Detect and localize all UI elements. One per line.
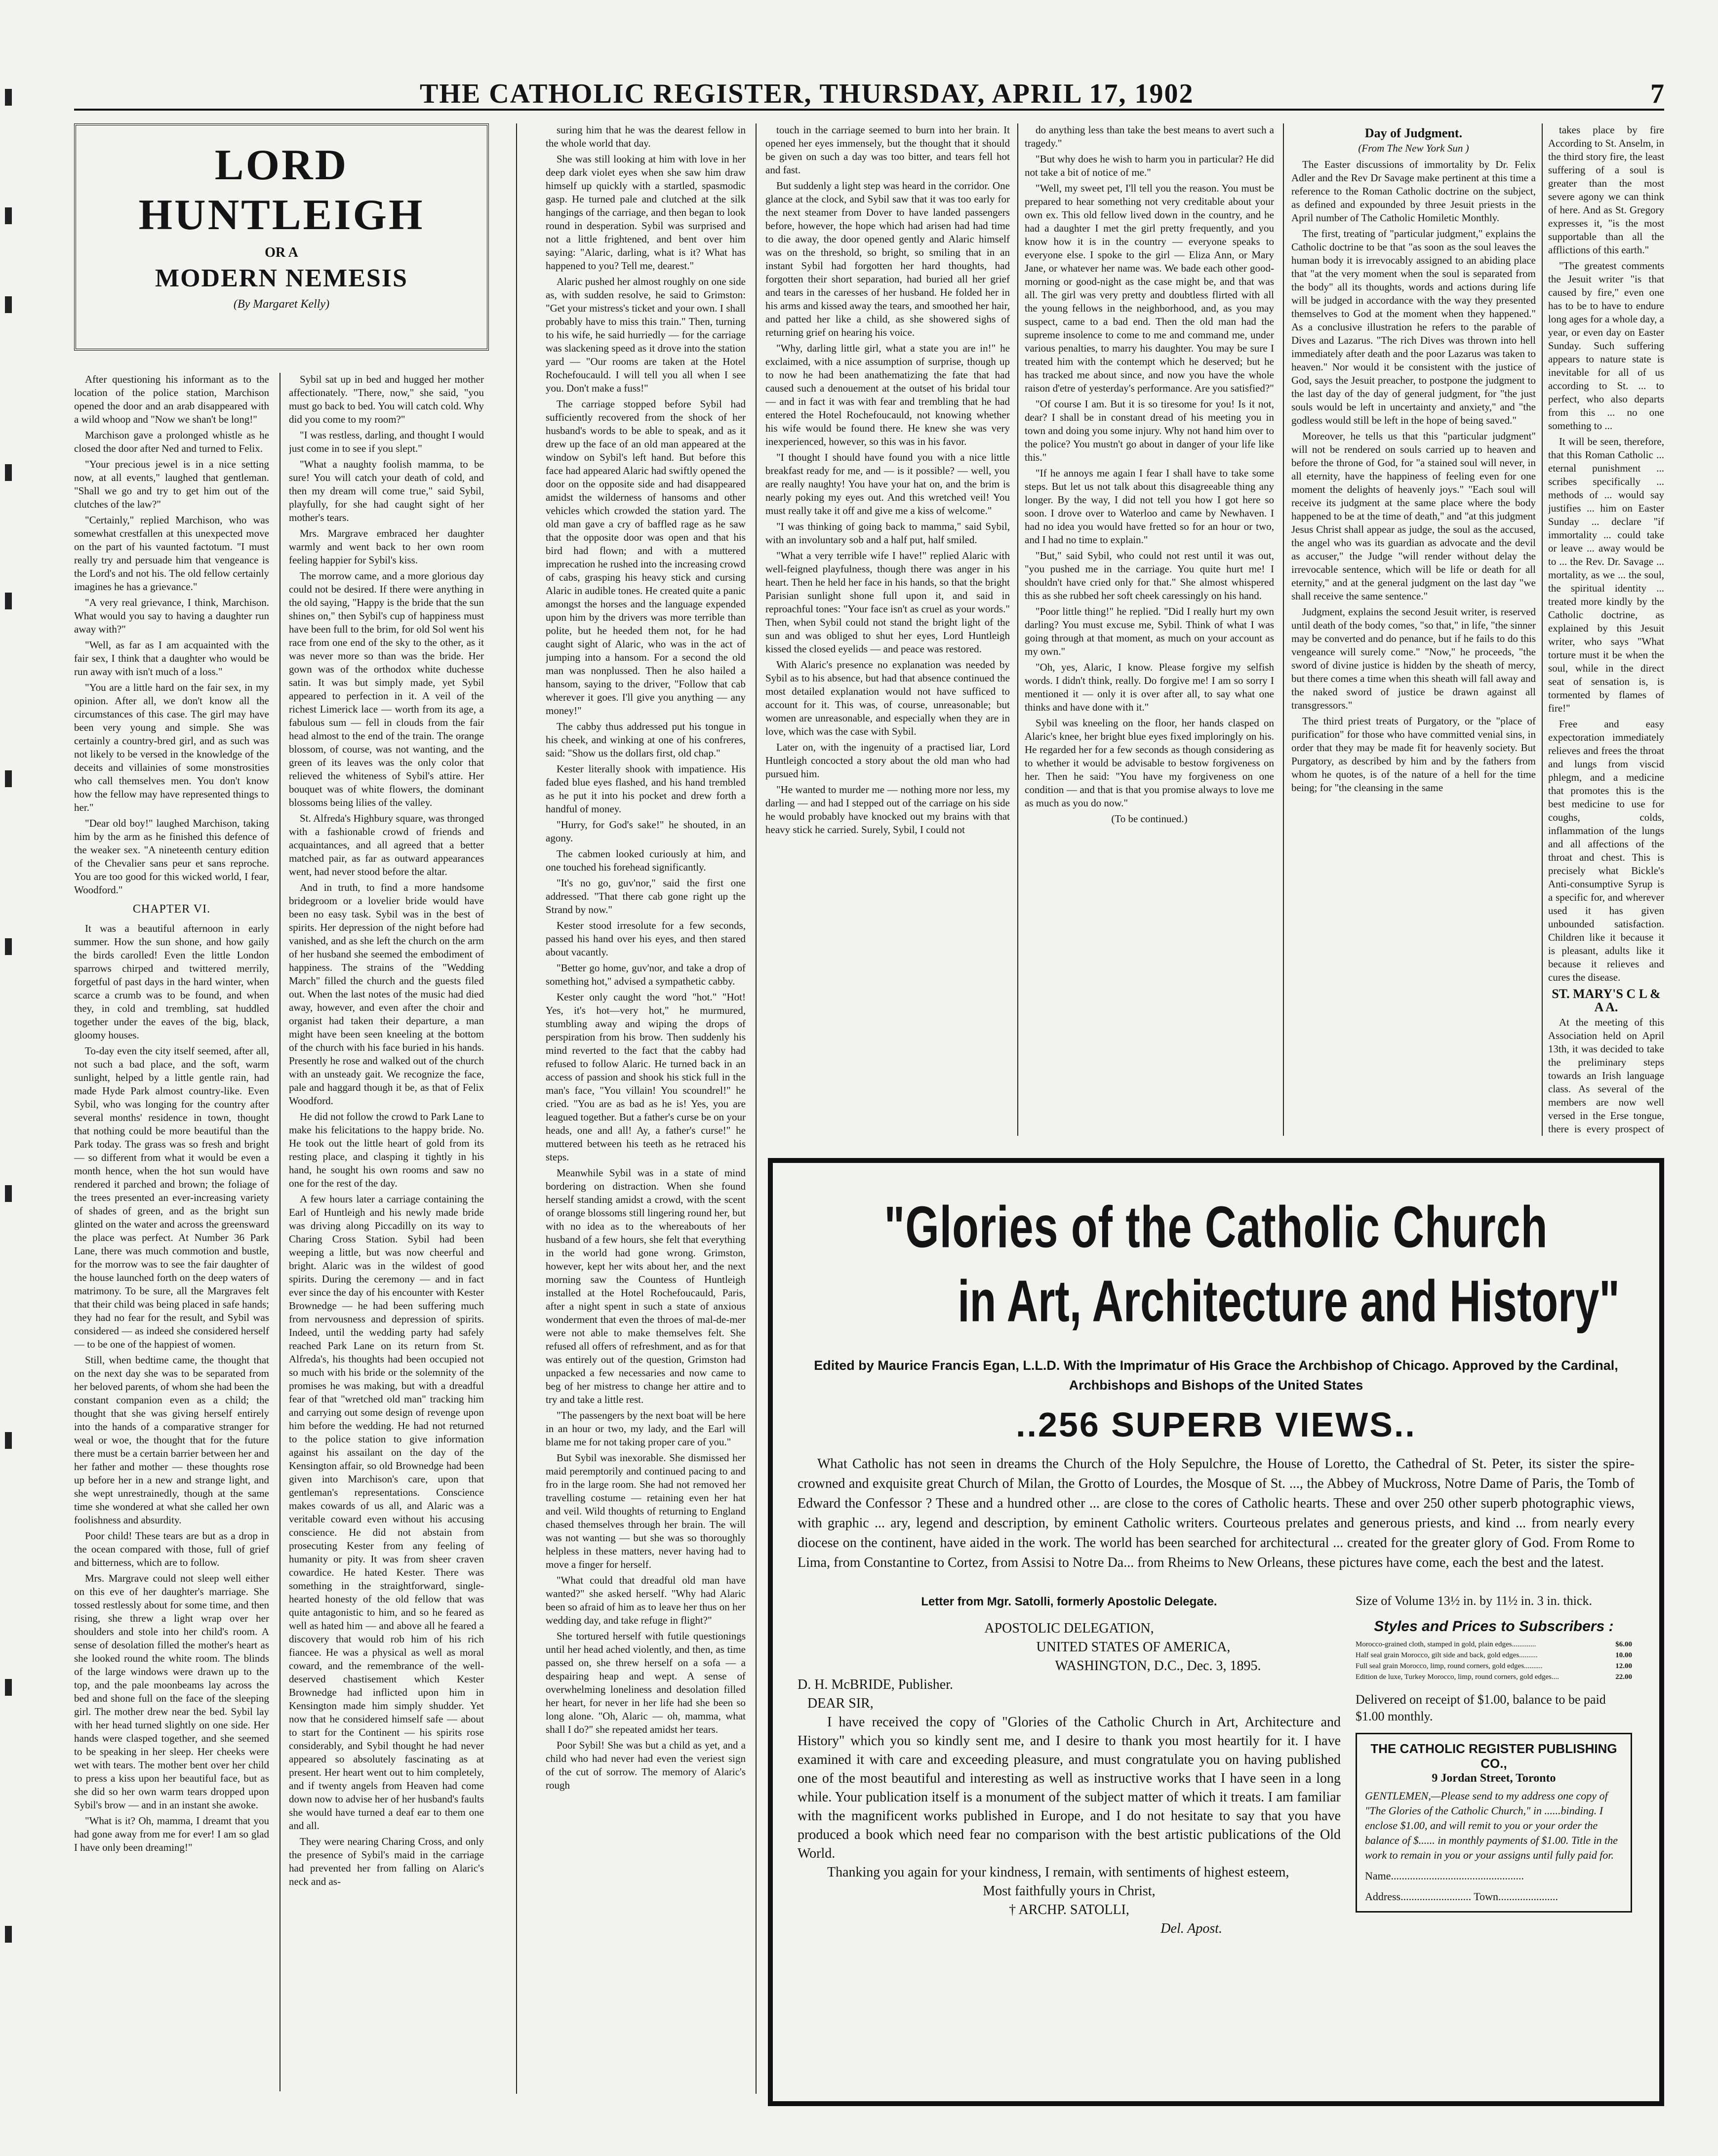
paragraph: But suddenly a light step was heard in the corridor. One glance at the clock, and Sybil saw that it was too early for the next steamer from Dover to have landed passengers before, however, the hope which had arisen had had time to die away, the door opened gently and Alaric himself was on the threshold, so bright, so smiling that in an instant Sybil had forgotten her hard thoughts, had forgotten their short separation, had buried all her grief and tears in the caresses of her husband. He folded her in his arms and kissed away the tears, and smoothed her hair, and patted her like a child, as she showered sighs of returning grief on hearing his voice. bbox=[765, 180, 1010, 338]
coupon-publisher: THE CATHOLIC REGISTER PUBLISHING CO., bbox=[1370, 1741, 1617, 1771]
paragraph: "I was restless, darling, and thought I would just come in to see if you slept." bbox=[289, 429, 484, 454]
paragraph: "Why, darling little girl, what a state you are in!" he exclaimed, with a nice assumption of surprise, though up to now he had been anathematizing the fate that had caused such a denouement at the outset of his bridal tour — and in fact it was with fear and trembling that he had entered the Hotel Rochefoucauld, not knowing whether his wife would be found there. He knew she was very inexperienced, however, so this was in his favor. bbox=[765, 342, 1010, 447]
paragraph: Sybil was kneeling on the floor, her hands clasped on Alaric's knee, her bright blue eyes fixed imploringly on his. He regarded her for a few seconds as though considering as to whether it would be advisable to bestow forgiveness on her. Then he said: "You have my forgiveness on one condition — and that is that you promise always to love me as much as you do now." bbox=[1025, 717, 1274, 809]
serial-title-box bbox=[74, 123, 489, 351]
style-price: $6.00 bbox=[1615, 1640, 1632, 1648]
ad-title-line-1: "Glories of the Catholic Church bbox=[884, 1194, 1548, 1260]
paragraph: "Oh, yes, Alaric, I know. Please forgive my selfish words. I didn't think, really. Do forgive me! I am so sorry I mentioned it — only it is over after all, to say what one thinks and have done with it." bbox=[1025, 661, 1274, 713]
paragraph: The Easter discussions of immortality by Dr. Felix Adler and the Rev Dr Savage make pertinent at this time a reference to the Roman Catholic doctrine on the subject, as defined and expounded by three Jesuit priests in the April number of The Catholic Homiletic Monthly. bbox=[1291, 159, 1536, 224]
paragraph: St. Alfreda's Highbury square, was thronged with a fashionable crowd of friends and acquaintances, and all agreed that a better matched pair, as far as outward appearances went, had never stood before the altar. bbox=[289, 812, 484, 878]
letter-place: UNITED STATES OF AMERICA, bbox=[1036, 1639, 1231, 1655]
paragraph: The first, treating of "particular judgment," explains the Catholic doctrine to be that "as soon as the soul leaves the human body it is irrevocably assigned to an abiding place that "at the very moment when the soul is separated from the body" all its thoughts, words and actions during life will be judged in accordance with the way they presented themselves to God at the moment when they happened." As a conclusive illustration he refers to the parable of Dives and Lazarus. "The rich Dives was thrown into hell immediately after death and the poor Lazarus was taken to heaven." Nor would it be consistent with the justice of God, says the Jesuit preacher, to postpone the judgment to the last day of the day of general judgment, for "the just souls would be left in uncertainty and anxiety," and "the godless would still be left in the hope of being saved." bbox=[1291, 228, 1536, 426]
price-row bbox=[1356, 1639, 1632, 1650]
paragraph: "I was thinking of going back to mamma," said Sybil, with an involuntary sob and a half put, half smiled. bbox=[765, 520, 1010, 546]
paragraph: "What could that dreadful old man have wanted?" she asked herself. "Why had Alaric been so afraid of him as to leave her thus on her wedding day, and take refuge in flight?" bbox=[546, 1574, 746, 1626]
paragraph: "A very real grievance, I think, Marchison. What would you say to having a daughter run away with?" bbox=[74, 597, 269, 635]
price-row bbox=[1356, 1672, 1632, 1682]
paragraph: Kester stood irresolute for a few seconds, passed his hand over his eyes, and then stared about vacantly. bbox=[546, 919, 746, 958]
paragraph: The cabmen looked curiously at him, and one touched his forehead significantly. bbox=[546, 848, 746, 873]
column-3 bbox=[546, 123, 746, 2094]
letter-heading: Letter from Mgr. Satolli, formerly Apostolic Delegate. bbox=[921, 1595, 1217, 1608]
paragraph: The cabby thus addressed put his tongue in his cheek, and winking at one of his confreres, said: "Show us the dollars first, old chap." bbox=[546, 720, 746, 759]
ad-views-banner: ..256 SUPERB VIEWS.. bbox=[1016, 1405, 1416, 1444]
continued-note: (To be continued.) bbox=[1111, 813, 1188, 825]
letter-title: Del. Apost. bbox=[1160, 1921, 1222, 1936]
paragraph: suring him that he was the dearest fellow in the whole world that day. bbox=[546, 124, 746, 149]
glories-advertisement bbox=[768, 1158, 1664, 2106]
scan-edge-marks bbox=[0, 0, 44, 2156]
masthead bbox=[74, 74, 1664, 111]
paragraph: "But why does he wish to harm you in particular? He did not take a bit of notice of me." bbox=[1025, 153, 1274, 178]
coupon-address: 9 Jordan Street, Toronto bbox=[1432, 1772, 1556, 1785]
paragraph: "The greatest comments the Jesuit writer "is that caused by fire," even one has to be to have to endure long ages for a whole day, a year, or even day on Easter Sunday. Such suffering appears to nature state is inevitable for all of us according to St. ... to perfect, who also departs from this ... no one something to ... bbox=[1548, 260, 1664, 432]
paragraph: The carriage stopped before Sybil had sufficiently recovered from the shock of her husband's words to be able to speak, and as it drew up the face of an old man appeared at the window on Sybil's left hand. But before this face had appeared Alaric had swiftly opened the door on the opposite side and had disappeared amidst the wilderness of hansoms and other vehicles which crowded the station yard. The old man gave a cry of baffled rage as he saw that the opposite door was open and that his bird had flown; and with a muttered imprecation he rushed into the increasing crowd of cabs, grasping his heavy stick and cursing Alaric in audible tones. He created quite a panic amongst the horses and the language expended upon him by the drivers was more terrible than polite, but he heeded them not, for he had caught sight of Alaric, who was in the act of jumping into a hansom. For a second the old man was nonplussed. Then he also hailed a hansom, saying to the driver, "Follow that cab wherever it goes. I'll give you anything — any money!" bbox=[546, 398, 746, 717]
letter-body: I have received the copy of "Glories of the Catholic Church in Art, Architecture and History" which you so kindly sent me, and I desire to thank you most heartily for it. I have examined it with care and exceeding pleasure, and must congratulate you on having published one of the most beautiful and interesting as well as instructive works that I have seen in a long while. Your publication itself is a monument of the subject matter of which it treats. I am familiar with the magnificent works published in Europe, and I do not hesitate to say that you have produced a book which need fear no comparison with the best artistic publications of the Old World. bbox=[798, 1715, 1341, 1861]
coupon-text: GENTLEMEN,—Please send to my address one copy of "The Glories of the Catholic Church," in ......binding. I enclose $1.00, and will remit to you or your order the balance of $...... in monthly payments of $1.00. Title in the work to remain in you or your assigns until fully paid for. bbox=[1365, 1790, 1618, 1861]
letter-date: WASHINGTON, D.C., Dec. 3, 1895. bbox=[1055, 1658, 1261, 1674]
paragraph: Mrs. Margrave embraced her daughter warmly and went back to her own room feeling happier for Sybil's kiss. bbox=[289, 527, 484, 566]
coupon-name-field: Name................................................. bbox=[1365, 1870, 1524, 1882]
paragraph: With Alaric's presence no explanation was needed by Sybil as to his absence, but had that absence continued the most detailed explanation would not have sufficed to account for it. This was, of course, unreasonable; but women are unreasonable, and especially when they are in love, which was the case with Sybil. bbox=[765, 659, 1010, 737]
column-7 bbox=[1548, 123, 1664, 1136]
paragraph: Alaric pushed her almost roughly on one side as, with sudden resolve, he said to Grimston: "Get your mistress's ticket and your own. I shall probably have to miss this train." Then, turning to his wife, he said hurriedly — for the carriage was slackening speed as it drove into the station yard — "Our rooms are taken at the Hotel Rochefoucauld. I will tell you all when I see you. Don't make a fuss!" bbox=[546, 276, 746, 394]
column-2 bbox=[289, 373, 484, 2091]
paragraph: "Certainly," replied Marchison, who was somewhat crestfallen at this unexpected move on the part of his vaunted factotum. "I must really try and persuade him that vengeance is the Lord's and not his. The old fellow certainly imagines he has a grievance." bbox=[74, 514, 269, 593]
paragraph: To-day even the city itself seemed, after all, not such a bad place, and the soft, warm sunlight, helped by a little gentle rain, had made Hyde Park almost country-like. Even Sybil, who was longing for the country after several months' residence in town, thought that nothing could be more beautiful than the Park today. The grass was so fresh and bright — so different from what it would be even a month hence, when the hot sun would have rendered it parched and brown; the foliage of the trees presented an ever-increasing variety of shades of green, and as the bright sun glinted on the water and across the greensward the place was perfect. At Number 36 Park Lane, there was much commotion and bustle, for the morrow was to see the fair daughter of the house launched forth on the deep waters of matrimony. To be sure, all the Margraves felt that their child was being placed in safe hands; they had no fear for the result, and Sybil was considered — as indeed she considered herself — to be one of the happiest of women. bbox=[74, 1045, 269, 1350]
paragraph: She was still looking at him with love in her deep dark violet eyes when she saw him draw himself up quickly with a startled, spasmodic gasp. He turned pale and clutched at the silk hangings of the carriage, and then began to look round in desperation. Sybil was surprised and not a little frightened, and bent over him saying: "Alaric, darling, what is it? What has happened to you? Tell me, dearest." bbox=[546, 153, 746, 272]
price-row bbox=[1356, 1650, 1632, 1661]
styles-heading: Styles and Prices to Subscribers : bbox=[1374, 1618, 1614, 1635]
paragraph: takes place by fire According to St. Anselm, in the third story fire, the least suffering of a soul is greater than the most severe agony we can think of here. And as St. Gregory expresses it, "is the most supportable than all the afflictions of this earth." bbox=[1548, 124, 1664, 256]
style-label: Half seal grain Morocco, gilt side and back, gold edges.......... bbox=[1356, 1651, 1538, 1659]
ad-order-panel bbox=[1356, 1593, 1632, 1913]
paragraph: They were nearing Charing Cross, and only the presence of Sybil's maid in the carriage had prevented her from falling on Alaric's neck and as- bbox=[289, 1836, 484, 1887]
style-label: Edition de luxe, Turkey Morocco, limp, round corners, gold edges.... bbox=[1356, 1673, 1559, 1681]
letter-close: Most faithfully yours in Christ, bbox=[983, 1883, 1156, 1899]
style-label: Morocco-grained cloth, stamped in gold, plain edges............. bbox=[1356, 1640, 1536, 1648]
style-price: 22.00 bbox=[1615, 1673, 1632, 1681]
coupon-address-field: Address.......................... Town...................... bbox=[1365, 1890, 1558, 1903]
paragraph: After questioning his informant as to the location of the police station, Marchison opened the door and an arab disappeared with a wild whoop and "Now we shan't be long!" bbox=[74, 373, 269, 425]
masthead-title: THE CATHOLIC REGISTER, THURSDAY, APRIL 17, 1902 bbox=[420, 79, 1194, 109]
paragraph: "It's no go, guv'nor," said the first one addressed. "That there cab gone right up the Strand by now." bbox=[546, 877, 746, 916]
paragraph: And in truth, to find a more handsome bridegroom or a lovelier bride would have been no easy task. Sybil was in the best of spirits. Her depression of the night before had vanished, and as she left the church on the arm of her husband she seemed the embodiment of happiness. The strains of the "Wedding March" filled the church and the guests filed out. When the last notes of the music had died away, however, and even after the choir and organist had taken their departure, a man might have been seen kneeling at the bottom of the church with his face buried in his hands. Presently he rose and walked out of the church with an unsteady gait. We recognize the face, pale and haggard though it be, as that of Felix Woodford. bbox=[289, 881, 484, 1107]
paragraph: Meanwhile Sybil was in a state of mind bordering on distraction. When she found herself standing amidst a crowd, with the scent of orange blossoms still lingering round her, but with no idea as to the whereabouts of her husband of a few hours, she felt that everything in the world had gone wrong. Grimston, however, kept her wits about her, and the next morning saw the Countess of Huntleigh installed at the Hotel Rochefoucauld, Paris, after a night spent in such a state of anxious wonderment that even the throes of mal-de-mer were not able to make themselves felt. She refused all offers of refreshment, and as for that was entirely out of the question, Grimston had unpacked a few necessaries and now came to beg of her mistress to change her attire and to try and take a little rest. bbox=[546, 1167, 746, 1405]
serial-subtitle: MODERN NEMESIS bbox=[155, 264, 408, 292]
serial-title-or: OR A bbox=[265, 245, 298, 260]
paragraph: Poor child! These tears are but as a drop in the ocean compared with those, full of grief and bitterness, which are to follow. bbox=[74, 1530, 269, 1568]
paragraph: Sybil sat up in bed and hugged her mother affectionately. "There, now," she said, "you must go back to bed. You will catch cold. Why did you come to my room?" bbox=[289, 373, 484, 425]
paragraph: "What a very terrible wife I have!" replied Alaric with well-feigned playfulness, though there was anger in his heart. Then he held her face in his hands, so that the bright Parisian sunlight shone full upon it, and said in reproachful tones: "Your face isn't as cruel as your words." Then, when Sybil could not stand the bright light of the sun and was obliged to shut her eyes, Lord Huntleigh kissed the closed eyelids — and peace was restored. bbox=[765, 550, 1010, 655]
column-4 bbox=[765, 123, 1010, 1136]
ad-editor-line: Edited by Maurice Francis Egan, L.L.D. With the Imprimatur of His Grace the Archbishop of Chicago. Approved by the Cardinal, Archbishops and Bishops of the United States bbox=[814, 1358, 1618, 1393]
ad-body-text: What Catholic has not seen in dreams the Church of the Holy Sepulchre, the House of Loretto, the Cathedral of St. Peter, its sister the spire-crowned and exquisite great Church of Milan, the Grotto of Lourdes, the Mosque of St. ..., the Abbey of Muckross, Notre Dame of Paris, the Tomb of Edward the Confessor ? These and a hundred other ... are close to the cores of Catholic hearts. These and over 250 other superb photographic views, with graphic ... ary, legend and description, by eminent Catholic writers. Courteous prelates and generous priests, and kind ... from nearly every diocese on the continent, have aided in the work. The world has been searched for architectural ... created for the greater glory of God. From Rome to Lima, from Constantine to Cortez, from Assisi to Notre Da... from Rheims to New Orleans, these pictures have come, each the best and the latest. bbox=[798, 1456, 1635, 1570]
paragraph: do anything less than take the best means to avert such a tragedy." bbox=[1025, 124, 1274, 149]
paragraph: "If he annoys me again I fear I shall have to take some steps. But let us not talk about this disagreeable thing any longer. By the way, I did not tell you how I got here so soon. I drove over to Waterloo and came by Newhaven. I had no idea you would have fretted so for an hour or two, and I had no time to explain." bbox=[1025, 467, 1274, 546]
delivery-terms: Delivered on receipt of $1.00, balance to be paid $1.00 monthly. bbox=[1356, 1692, 1606, 1723]
paragraph: "Your precious jewel is in a nice setting now, at all events," laughed that gentleman. "Shall we go and try to get him out of the clutches of the law?" bbox=[74, 458, 269, 510]
paragraph: "The passengers by the next boat will be here in an hour or two, my lady, and the Earl will blame me for not taking proper care of you." bbox=[546, 1409, 746, 1448]
paragraph: "He wanted to murder me — nothing more nor less, my darling — and had I stepped out of the carriage on his side he would probably have knocked out my brains with that heavy stick he carried. Surely, Sybil, I could not bbox=[765, 784, 1010, 836]
column-rule bbox=[756, 123, 757, 2094]
letter-from: APOSTOLIC DELEGATION, bbox=[984, 1621, 1154, 1636]
serial-byline: (By Margaret Kelly) bbox=[233, 298, 330, 311]
paragraph: "Of course I am. But it is so tiresome for you! Is it not, dear? I shall be in constant dread of his meeting you in town and doing you some injury. Why not hand him over to the police? You mustn't go about in danger of your life like this." bbox=[1025, 398, 1274, 463]
order-coupon bbox=[1356, 1733, 1632, 1913]
ad-title-line-2: in Art, Architecture and History" bbox=[958, 1268, 1620, 1334]
paragraph: "Poor little thing!" he replied. "Did I really hurt my own darling? You must excuse me, Sybil. Think of what I was going through at that moment, as much on your account as my own." bbox=[1025, 605, 1274, 657]
column-6 bbox=[1291, 123, 1536, 1136]
paragraph: "I thought I should have found you with a nice little breakfast ready for me, and — is it possible? — well, you are really naughty! You have your hat on, and the brim is nearly poking my eyes out. And this wretched veil! You must really take it off and give me a kiss of welcome." bbox=[765, 451, 1010, 517]
paragraph: "Dear old boy!" laughed Marchison, taking him by the arm as he finished this defence of the weaker sex. "A nineteenth century edition of the Chevalier sans peur et sans reproche. You are too good for this wicked world, I fear, Woodford." bbox=[74, 817, 269, 896]
paragraph: "What is it? Oh, mamma, I dreamt that you had gone away from me for ever! I am so glad I have only been dreaming!" bbox=[74, 1815, 269, 1853]
paragraph: "Well, my sweet pet, I'll tell you the reason. You must be prepared to hear something not very creditable about your own ex. This old fellow lived down in the country, and he had a daughter I met the girl pretty frequently, and you know how it is in the country — everyone speaks to everyone else. I spoke to the girl — Eliza Ann, or Mary Jane, or whatever her name was. We bade each other good-morning or good-night as the case might be, and that was all. The girl was very pretty and doubtless flirted with all the young fellows in the neighborhood, and, as you may suspect, came to a bad end. Then the old man had the supreme insolence to come to me and command me, under various penalties, to marry his daughter. You may be sure I treated him with the contempt which he deserved; but he has tracked me about since, and now you have the whole raison d'etre of yesterday's performance. Are you satisfied?" bbox=[1025, 182, 1274, 394]
paragraph: Judgment, explains the second Jesuit writer, is reserved until death of the body comes, "so that," in life, "the sinner may be converted and do penance, but if he fails to do this vengeance will surely come." "Now," he proceeds, "the sword of divine justice is hidden by the sheath of mercy, but there comes a time when this sheath will fall away and the naked sword of justice be drawn against all transgressors." bbox=[1291, 606, 1536, 711]
volume-size: Size of Volume 13½ in. by 11½ in. 3 in. thick. bbox=[1356, 1594, 1593, 1608]
style-price: 12.00 bbox=[1615, 1662, 1632, 1670]
paragraph: touch in the carriage seemed to burn into her brain. It opened her eyes immensely, but the thought that it should be given on such a day was too bitter, and tears fell hot and fast. bbox=[765, 124, 1010, 176]
paragraph: Poor Sybil! She was but a child as yet, and a child who had never had even the veriest sign of the cut of sorrow. The memory of Alaric's rough bbox=[546, 1739, 746, 1791]
column-rule bbox=[1017, 123, 1018, 1136]
paragraph: The third priest treats of Purgatory, or the "place of purification" for those who have committed venial sins, in order that they may be made fit for heavenly society. But Purgatory, as described by him and by the fathers from whom he quotes, is of the nature of a hell for the time being; for "the cleansing in the same bbox=[1291, 715, 1536, 794]
letter-signature: † ARCHP. SATOLLI, bbox=[1009, 1902, 1129, 1917]
style-price: 10.00 bbox=[1615, 1651, 1632, 1659]
style-label: Full seal grain Morocco, limp, round corners, gold edges.......... bbox=[1356, 1662, 1543, 1670]
paragraph: "What a naughty foolish mamma, to be sure! You will catch your death of cold, and then my dream will come true," said Sybil, playfully, for she had caught sight of her mother's tears. bbox=[289, 458, 484, 523]
ad-lower-section bbox=[798, 1593, 1635, 2037]
paragraph: A few hours later a carriage containing the Earl of Huntleigh and his newly made bride was driving along Piccadilly on its way to Charing Cross Station. Sybil had been weeping a little, but was now cheerful and bright. Alaric was in the wildest of good spirits. During the ceremony — and in fact ever since the day of his encounter with Kester Brownedge — he had been suffering much from nervousness and depression of spirits. Indeed, until the wedding party had safely reached Park Lane on its return from St. Alfreda's, his thoughts had been occupied not so much with his bride or the solemnity of the promises he was making, but with a dreadful fear of that "wretched old man" tracking him and carrying out some design of revenge upon him before the wedding. He had not returned to the police station to give information against his assailant on the day of the Kensington affair, so old Brownedge had been given into Marchison's care, upon that gentleman's representations. Conscience makes cowards of us all, and Alaric was a veritable coward even without his accusing conscience. He did not abstain from prosecuting Kester from any feeling of humanity or pity. It was from sheer craven cowardice. He hated Kester. There was something in the straightforward, single-hearted honesty of the old fellow that was quite antagonistic to him, and so he feared as well as hated him — and above all he feared a discovery that would rob him of his rich fiancee. He was a physical as well as moral coward, and the remembrance of the well-deserved chastisement which Kester Brownedge had inflicted upon him in Kensington made him simply shudder. Yet now that he considered himself safe — about to start for the Continent — his spirits rose considerably, and Sybil thought he had never appeared so absolutely fascinating as at present. Her heart went out to him completely, and if twenty angels from Heaven had come down now to advise her of her husband's faults she would have turned a deaf ear to them one and all. bbox=[289, 1193, 484, 1832]
paragraph: Moreover, he tells us that this "particular judgment" will not be rendered on souls carried up to heaven and before the throne of God, for "a stained soul will never, in all eternity, have the happiness of feeling even for one moment the delights of heavenly joys." "Each soul will receive its judgment at the same place where the body happened to be at the time of death," and "at this judgment Jesus Christ shall appear as judge, the soul as the accused, the angel who was its guardian as advocate and the devil as accuser," the Judge "will render without delay the irrevocable sentence, which will be life or death for all eternity," and at the general judgment on the last day "we shall receive the same sentence." bbox=[1291, 430, 1536, 602]
paragraph: Still, when bedtime came, the thought that on the next day she was to be separated from her beloved parents, of whom she had been the constant companion even as a child; the thought that she was giving herself entirely into the hands of a comparative stranger for weal or woe, the thought that for the future there must be a certain barrier between her and her father and mother — these thoughts rose up before her in a new and strange light, and she wept unrestrainedly, though at the same time she wondered at what she called her own foolishness and absurdity. bbox=[74, 1354, 269, 1526]
paragraph: It was a beautiful afternoon in early summer. How the sun shone, and how gaily the birds carolled! Even the little London sparrows chirped and twittered merrily, forgetful of past days in the hard winter, when scarce a crumb was to be found, and when they, in cold and trembling, sat huddled together under the eaves of the big, black, gloomy houses. bbox=[74, 922, 269, 1041]
judgment-source: (From The New York Sun ) bbox=[1358, 142, 1469, 154]
paragraph: Mrs. Margrave could not sleep well either on this eve of her daughter's marriage. She tossed restlessly about for some time, and then rising, she threw a light wrap over her shoulders and stole into her child's room. A sense of desolation filled the mother's heart as she looked round the white room. The blinds of the large windows were drawn up to the top, and the pale moonbeams lay across the bed and shone full on the face of the sleeping girl. The mother drew near the bed. Sybil lay with her head turned slightly on one side. Her hands were clasped together, and she seemed to be speaking in her sleep. Her cheeks were wet with tears. The mother bent over her child to press a kiss upon her beautiful face, but as she did so her own warm tears dropped upon Sybil's brow — and in an instant she awoke. bbox=[74, 1572, 269, 1811]
paragraph: "Better go home, guv'nor, and take a drop of something hot," advised a sympathetic cabby. bbox=[546, 962, 746, 987]
judgment-heading: Day of Judgment. bbox=[1364, 126, 1463, 140]
paragraph: "But," said Sybil, who could not rest until it was out, "you pushed me in the carriage. You quite hurt me! I shouldn't have cried only for that." She almost whispered this as she rubbed her soft cheek caressingly on his hand. bbox=[1025, 550, 1274, 601]
column-rule bbox=[1542, 123, 1543, 1136]
paragraph: "Well, as far as I am acquainted with the fair sex, I think that a daughter who would be run away with isn't much of a loss." bbox=[74, 639, 269, 678]
paragraph: It will be seen, therefore, that this Roman Catholic ... eternal punishment ... scribes specifically ... methods of ... would say justifies ... him on Easter Sunday ... declare "if immortality ... could take or leave ... away would be to ... the Rev. Dr. Savage ... mortality, as we ... the soul, the spiritual identity ... treated more kindly by the Catholic doctrine, as explained by this Jesuit writer, who says "What torture must it be when the soul, while in the direct seat of sensation is, is tormented by flames of fire!" bbox=[1548, 436, 1664, 714]
paragraph: "Hurry, for God's sake!" he shouted, in an agony. bbox=[546, 819, 746, 844]
paragraph: "You are a little hard on the fair sex, in my opinion. After all, we don't know all the circumstances of this case. The girl may have been very young and simple. She was certainly a country-bred girl, and as such was not likely to be versed in the knowledge of the deceits and villainies of some monstrosities who call themselves men. You don't know how the fellow may have represented things to her." bbox=[74, 681, 269, 813]
letter-thanks: Thanking you again for your kindness, I remain, with sentiments of highest esteem, bbox=[827, 1865, 1289, 1880]
paragraph: Kester literally shook with impatience. His faded blue eyes flashed, and his hand trembled as he put it into his pocket and drew forth a handful of money. bbox=[546, 763, 746, 815]
paragraph: But Sybil was inexorable. She dismissed her maid peremptorily and continued pacing to and fro in the large room. She had not removed her travelling costume — retaining even her hat and veil. Wild thoughts of returning to England chased themselves through her brain. The will was not wanting — but she was so thoroughly helpless in these matters, never having had to move a finger for herself. bbox=[546, 1452, 746, 1570]
paragraph: Kester only caught the word "hot." "Hot! Yes, it's hot—very hot," he murmured, stumbling away and wiping the drops of perspiration from his brow. Then suddenly his mind reverted to the fact that the cabby had refused to follow Alaric. He turned back in an access of passion and shook his stick full in the man's face, "You villain! You scoundrel!" he cried. "You are as bad as he is! Yes, you are leagued together. But a father's curse be on your heads, one and all! Ay, a father's curse!" he muttered between his teeth as he retraced his steps. bbox=[546, 991, 746, 1163]
column-rule bbox=[516, 123, 517, 2094]
letter-to: D. H. McBRIDE, Publisher. bbox=[798, 1677, 953, 1692]
stmarys-heading: ST. MARY'S C L & A A. bbox=[1552, 987, 1661, 1014]
page-number: 7 bbox=[1650, 79, 1664, 109]
paragraph: He did not follow the crowd to Park Lane to make his felicitations to the happy bride. No. He took out the little heart of gold from its resting place, and clasping it tightly in his hand, he sought his own rooms and saw no one for the rest of the day. bbox=[289, 1111, 484, 1189]
column-5 bbox=[1025, 123, 1274, 1136]
chapter-heading: CHAPTER VI. bbox=[132, 903, 211, 916]
paragraph: Later on, with the ingenuity of a practised liar, Lord Huntleigh concocted a story about the old man who had pursued him. bbox=[765, 741, 1010, 780]
column-1 bbox=[74, 373, 269, 2091]
paragraph: Marchison gave a prolonged whistle as he closed the door after Ned and turned to Felix. bbox=[74, 429, 269, 454]
letter-salutation: DEAR SIR, bbox=[807, 1696, 874, 1711]
serial-title: LORD HUNTLEIGH bbox=[138, 141, 425, 239]
column-rule bbox=[1283, 123, 1284, 1136]
price-row bbox=[1356, 1661, 1632, 1672]
satolli-letter bbox=[798, 1593, 1341, 1938]
paragraph: Free and easy expectoration immediately relieves and frees the throat and lungs from viscid phlegm, and a medicine that promotes this is the best medicine to use for coughs, colds, inflammation of the lungs and all affections of the throat and chest. This is precisely what Bickle's Anti-consumptive Syrup is a specific for, and wherever used it has given unbounded satisfaction. Children like it because it is pleasant, adults like it because it relieves and cures the disease. bbox=[1548, 718, 1664, 983]
paragraph: She tortured herself with futile questionings until her head ached violently, and then, as time passed on, she threw herself on a sofa — a despairing heap and wept. A sense of overwhelming loneliness and desolation filled her heart, for never in her life had she been so long alone. "Oh, Alaric — oh, mamma, what shall I do?" she repeated amidst her tears. bbox=[546, 1630, 746, 1735]
paragraph: The morrow came, and a more glorious day could not be desired. If there were anything in the old saying, "Happy is the bride that the sun shines on," then Sybil's cup of happiness must have been full to the brim, for old Sol went his race from one end of the sky to the other, as it was never more so than was the bride. Her gown was of the orthodox white duchesse satin. It was but simply made, yet Sybil appeared to perfection in it. A veil of the richest Limerick lace — worth from its age, a fabulous sum — fell in clouds from the fair head almost to the end of the train. The orange blossom, of course, was not wanting, and the green of its leaves was the only color that relieved the whiteness of Sybil's attire. Her bouquet was of white flowers, the dominant blossoms being lilies of the valley. bbox=[289, 570, 484, 808]
paragraph: At the meeting of this Association held on April 13th, it was decided to take the preliminary steps towards an Irish language class. As several of the members are now well versed in the Erse tongue, there is every prospect of bbox=[1548, 1016, 1664, 1135]
